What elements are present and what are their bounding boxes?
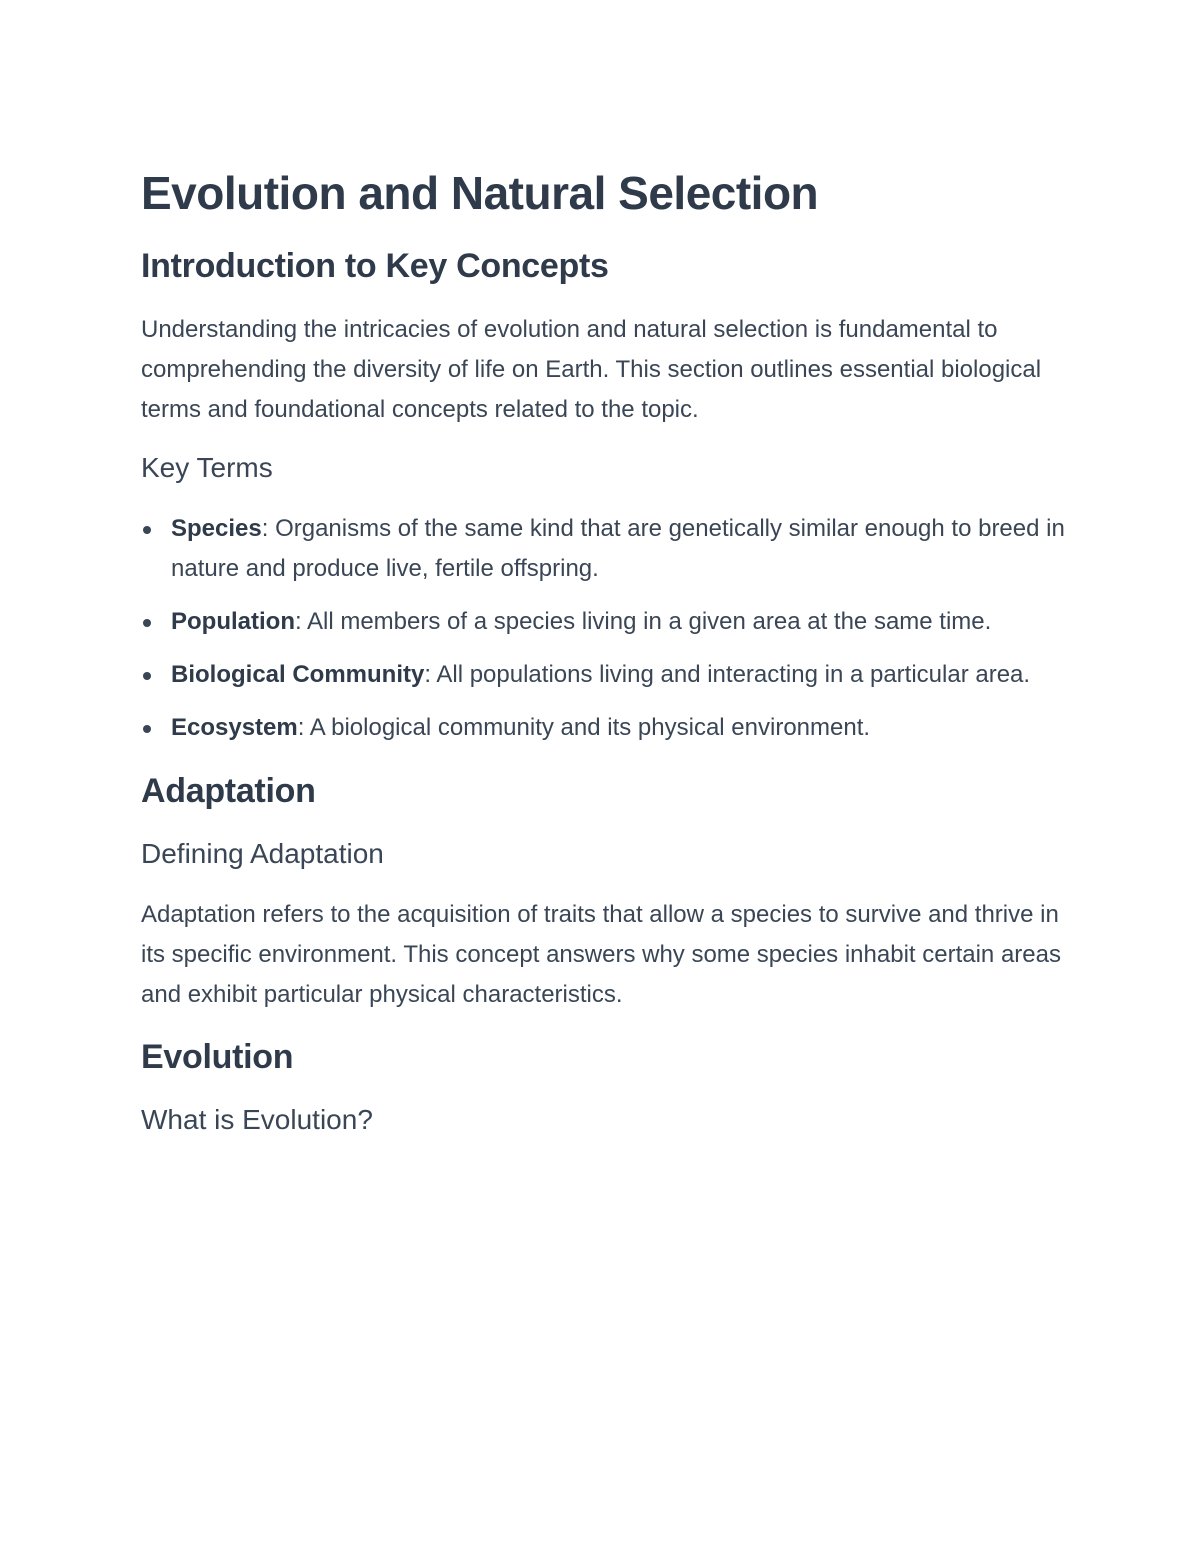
term-definition: : All members of a species living in a given area at the same time. — [294, 608, 992, 635]
adaptation-heading: Adaptation — [141, 772, 316, 810]
list-item — [141, 655, 1066, 695]
term-definition: : Organisms of the same kind that are genetically similar enough to breed in nature and produce live, fertile offspring. — [171, 515, 1065, 582]
term-definition: : A biological community and its physical environment. — [297, 714, 871, 741]
list-item — [141, 509, 1066, 589]
term-label: Species — [171, 515, 262, 542]
document-page — [141, 160, 1066, 1139]
term-label: Biological Community — [171, 661, 425, 688]
list-item — [141, 602, 1066, 642]
document-title: Evolution and Natural Selection — [141, 167, 819, 219]
list-item — [141, 708, 1066, 748]
bullet-icon — [143, 619, 151, 627]
key-terms-list — [141, 509, 1066, 748]
bullet-icon — [143, 526, 151, 534]
term-definition: : All populations living and interacting in a particular area. — [424, 661, 1031, 688]
adaptation-paragraph: Adaptation refers to the acquisition of traits that allow a species to survive and thrive in its specific environment. This concept answers why some species inhabit certain areas and exhibit particular physical characteristics. — [141, 901, 1061, 1008]
intro-paragraph: Understanding the intricacies of evolution and natural selection is fundamental to comprehending the diversity of life on Earth. This section outlines essential biological terms and foundational concepts related to the topic. — [141, 316, 1042, 423]
evolution-heading: Evolution — [141, 1038, 294, 1076]
key-terms-heading: Key Terms — [141, 452, 273, 483]
bullet-icon — [143, 725, 151, 733]
term-label: Population — [171, 608, 295, 635]
intro-heading: Introduction to Key Concepts — [141, 247, 609, 285]
term-label: Ecosystem — [171, 714, 298, 741]
adaptation-subheading: Defining Adaptation — [141, 838, 384, 869]
bullet-icon — [143, 672, 151, 680]
evolution-subheading: What is Evolution? — [141, 1104, 373, 1135]
